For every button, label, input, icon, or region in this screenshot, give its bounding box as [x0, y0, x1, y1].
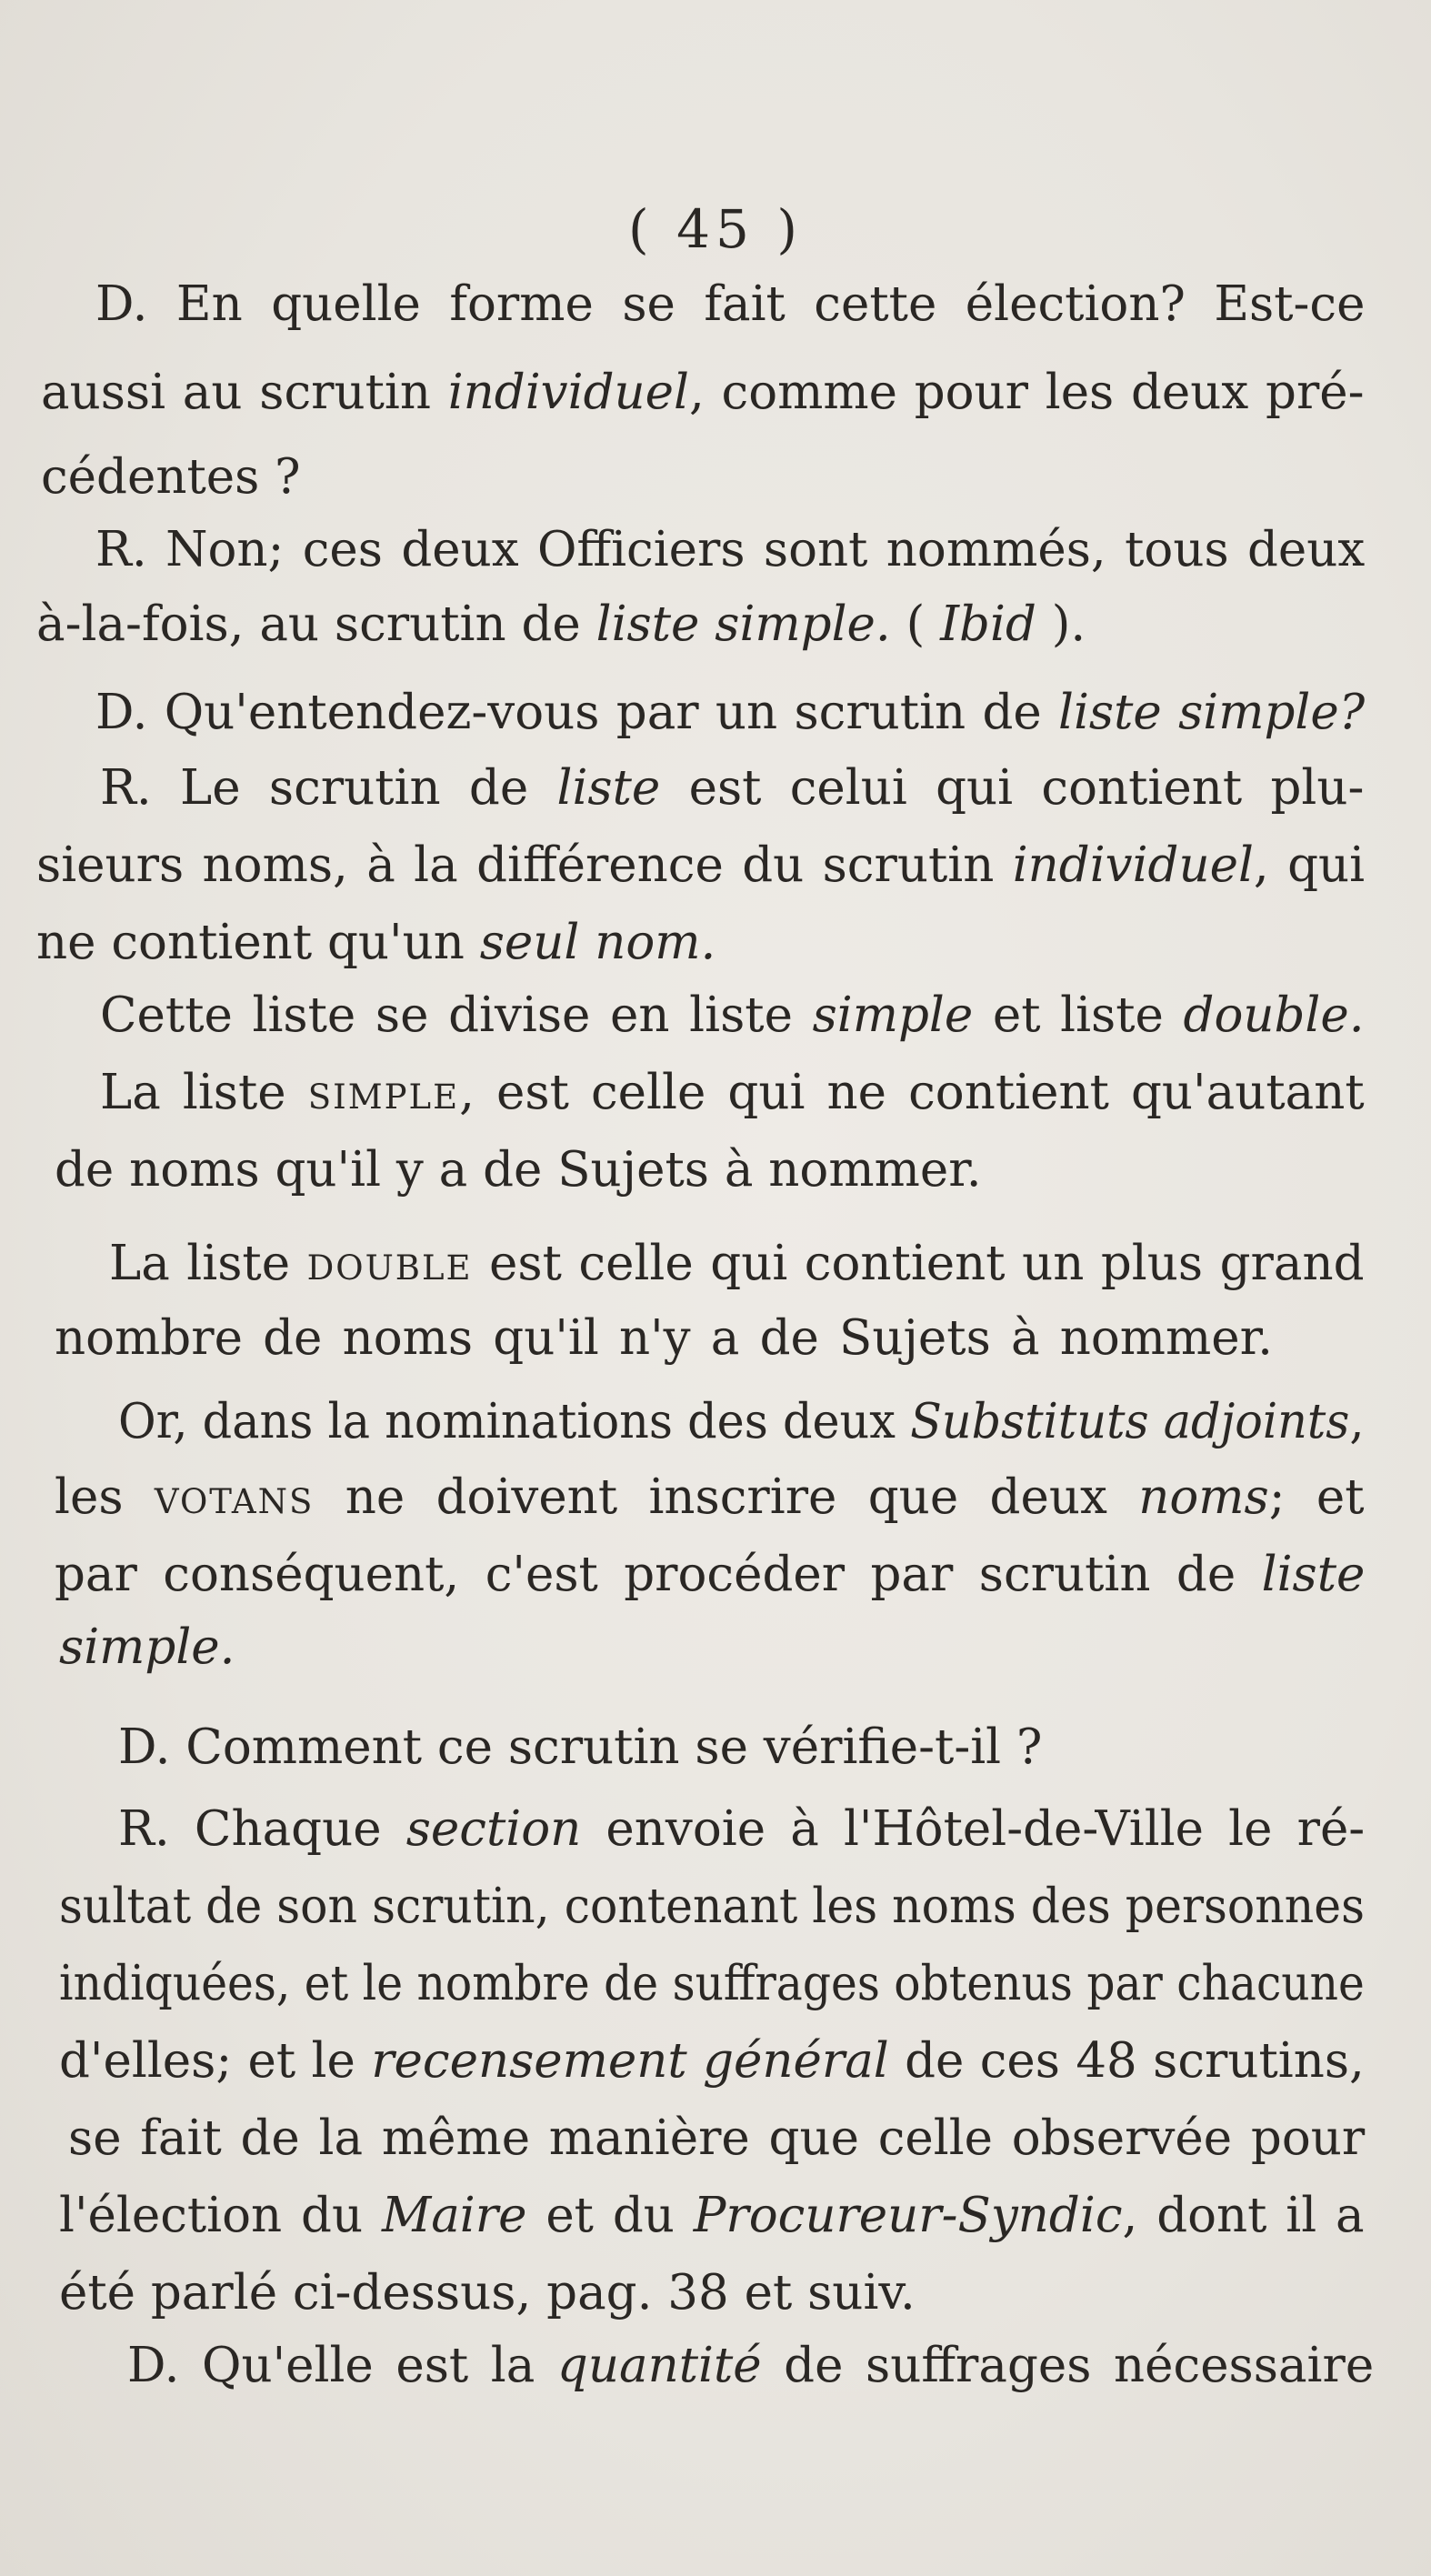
text-line [127, 2337, 1374, 2395]
text-span: ). [1036, 596, 1086, 652]
text-span: se fait de la même manière que celle observée pour [68, 2110, 1366, 2166]
text-line [100, 759, 1364, 817]
text-line [95, 276, 1365, 334]
italic-span: individuel [447, 365, 689, 420]
text-span: d'elles; et le [59, 2033, 372, 2089]
text-line [100, 987, 1365, 1045]
italic-span: liste simple. [595, 596, 891, 652]
text-span: ; et [1268, 1469, 1365, 1525]
italic-span: recensement général [371, 2033, 889, 2089]
text-line [55, 1468, 1365, 1527]
page-number: ( 45 ) [628, 198, 803, 260]
text-span: , est celle qui ne contient qu'autant [459, 1065, 1365, 1120]
text-line [36, 837, 1365, 895]
text-span: à-la-fois, au scrutin de [36, 596, 596, 652]
text-span: et du [526, 2188, 694, 2243]
italic-span: liste [556, 760, 661, 816]
italic-span: liste [1261, 1547, 1366, 1602]
text-span: de suffrages nécessaire [761, 2338, 1375, 2393]
text-span: D. Qu'elle est la [127, 2338, 557, 2393]
text-span: ne contient qu'un [36, 915, 480, 970]
text-span: D. Qu'entendez-vous par un scrutin de [95, 685, 1059, 740]
text-span: , dont il a [1122, 2188, 1365, 2243]
text-span: ( [890, 596, 941, 652]
text-line [59, 2264, 916, 2322]
text-line [55, 1141, 982, 1199]
text-line [36, 596, 1086, 654]
text-span: Cette liste se divise en liste [100, 987, 813, 1043]
text-span: sieurs noms, à la différence du scrutin [36, 837, 1013, 893]
small-caps-span: double [306, 1236, 473, 1291]
text-line [95, 684, 1365, 742]
text-line [118, 1800, 1365, 1859]
text-line [41, 364, 1365, 422]
italic-span: noms [1138, 1469, 1269, 1525]
italic-span: seul nom. [479, 915, 716, 970]
text-span: sultat de son scrutin, contenant les noms des personnes [59, 1879, 1365, 1934]
text-span: indiquées, et le nombre de suffrages obtenus par chacune [59, 1956, 1365, 2011]
text-line [59, 2032, 1365, 2090]
text-span: de noms qu'il y a de Sujets à nommer. [55, 1142, 982, 1198]
italic-span: quantité [556, 2338, 762, 2393]
text-span: D. En quelle forme se fait cette élection? Est-ce [95, 276, 1366, 332]
text-span: nombre de noms qu'il n'y a de Sujets à nommer. [55, 1310, 1274, 1366]
italic-span: section [405, 1801, 582, 1857]
text-span: cédentes ? [41, 449, 301, 505]
text-span: est celui qui contient plu- [660, 760, 1365, 816]
text-span: La liste [109, 1236, 307, 1291]
small-caps-span: votans [154, 1469, 315, 1525]
italic-span: simple [812, 987, 974, 1043]
text-line [95, 521, 1365, 579]
text-line [68, 2110, 1365, 2168]
text-span: R. Chaque [118, 1801, 406, 1857]
text-line [59, 1878, 1365, 1936]
text-span: R. Le scrutin de [100, 760, 557, 816]
text-line [55, 1309, 1273, 1368]
text-line [59, 1955, 1365, 2013]
text-span: les [55, 1469, 155, 1525]
text-span: R. Non; ces deux Officiers sont nommés, tous deux [95, 522, 1366, 577]
text-line [55, 1546, 1365, 1604]
text-line [118, 1393, 1365, 1451]
italic-span: individuel [1012, 837, 1254, 893]
text-span: envoie à l'Hôtel-de-Ville le ré- [581, 1801, 1366, 1857]
text-span: D. Comment ce scrutin se vérifie-t-il ? [118, 1719, 1043, 1775]
small-caps-span: simple [307, 1065, 460, 1120]
text-line [36, 914, 716, 972]
text-line [59, 1619, 235, 1677]
text-span: par conséquent, c'est procéder par scrutin de [55, 1547, 1262, 1602]
italic-span: Procureur-Syndic [693, 2188, 1123, 2243]
italic-span: double. [1183, 987, 1365, 1043]
text-span: , qui [1253, 837, 1366, 893]
text-span: est celle qui contient un plus grand [472, 1236, 1365, 1291]
text-line [41, 448, 301, 506]
text-line [59, 2187, 1365, 2245]
italic-span: Substituts adjoints [910, 1394, 1350, 1449]
text-span: été parlé ci-dessus, pag. 38 et suiv. [59, 2265, 916, 2320]
text-span: l'élection du [59, 2188, 382, 2243]
text-line [118, 1719, 1042, 1777]
text-span: Or, dans la nominations des deux [118, 1394, 911, 1449]
text-span: , comme pour les deux pré- [688, 365, 1365, 420]
italic-span: Maire [381, 2188, 527, 2243]
italic-span: Ibid [940, 596, 1036, 652]
text-span: , [1349, 1394, 1365, 1449]
text-line [100, 1064, 1365, 1122]
text-span: de ces 48 scrutins, [888, 2033, 1365, 2089]
text-span: et liste [973, 987, 1184, 1043]
italic-span: liste simple? [1058, 685, 1366, 740]
text-span: ne doivent inscrire que deux [314, 1469, 1139, 1525]
text-span: aussi au scrutin [41, 365, 448, 420]
text-span: La liste [100, 1065, 308, 1120]
text-line [109, 1235, 1365, 1293]
italic-span: simple. [59, 1619, 235, 1675]
